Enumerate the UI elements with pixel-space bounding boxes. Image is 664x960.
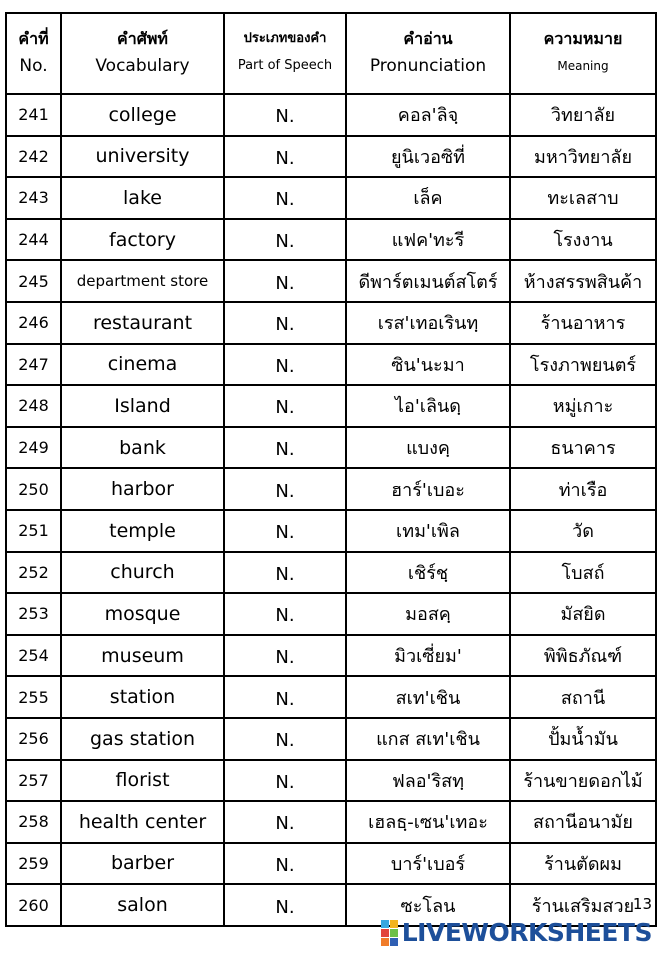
part-of-speech: N. <box>224 385 346 427</box>
header-part-of-speech <box>224 13 346 94</box>
pronunciation: ยูนิเวอซิที่ <box>346 136 510 178</box>
header-no <box>6 13 61 94</box>
meaning: ห้างสรรพสินค้า <box>510 260 656 302</box>
table-row <box>6 385 656 427</box>
meaning: พิพิธภัณฑ์ <box>510 635 656 677</box>
row-number: 243 <box>6 177 61 219</box>
vocabulary-word: health center <box>61 801 224 843</box>
row-number: 250 <box>6 468 61 510</box>
part-of-speech: N. <box>224 260 346 302</box>
part-of-speech: N. <box>224 635 346 677</box>
vocabulary-word: harbor <box>61 468 224 510</box>
vocabulary-word: mosque <box>61 593 224 635</box>
meaning: ปั้มน้ำมัน <box>510 718 656 760</box>
pronunciation: ไอ'เลินดฺ <box>346 385 510 427</box>
part-of-speech: N. <box>224 177 346 219</box>
meaning: ร้านขายดอกไม้ <box>510 760 656 802</box>
logo-square <box>381 929 389 937</box>
meaning: โบสถ์ <box>510 552 656 594</box>
row-number: 251 <box>6 510 61 552</box>
vocabulary-word: Island <box>61 385 224 427</box>
table-row <box>6 136 656 178</box>
pronunciation: ซะโลน <box>346 884 510 926</box>
vocabulary-word: lake <box>61 177 224 219</box>
row-number: 256 <box>6 718 61 760</box>
part-of-speech: N. <box>224 884 346 926</box>
table-row <box>6 552 656 594</box>
part-of-speech: N. <box>224 302 346 344</box>
part-of-speech: N. <box>224 136 346 178</box>
row-number: 245 <box>6 260 61 302</box>
meaning: วิทยาลัย <box>510 94 656 136</box>
header-pronunciation-thai: คำอ่าน <box>403 28 453 48</box>
table-row <box>6 94 656 136</box>
header-no-english: No. <box>19 55 48 76</box>
pronunciation: สเท'เชิน <box>346 676 510 718</box>
pronunciation: บาร์'เบอร์ <box>346 843 510 885</box>
table-row <box>6 676 656 718</box>
logo-square <box>390 938 398 946</box>
meaning: วัด <box>510 510 656 552</box>
pronunciation: แฟค'ทะรี <box>346 219 510 261</box>
pronunciation: แบงคฺ <box>346 427 510 469</box>
pronunciation: มอสคฺ <box>346 593 510 635</box>
part-of-speech: N. <box>224 593 346 635</box>
vocabulary-word: church <box>61 552 224 594</box>
meaning: มหาวิทยาลัย <box>510 136 656 178</box>
logo-square <box>381 938 389 946</box>
row-number: 246 <box>6 302 61 344</box>
vocabulary-table <box>5 12 657 927</box>
table-row <box>6 760 656 802</box>
part-of-speech: N. <box>224 510 346 552</box>
part-of-speech: N. <box>224 760 346 802</box>
row-number: 257 <box>6 760 61 802</box>
table-row <box>6 468 656 510</box>
part-of-speech: N. <box>224 94 346 136</box>
table-row <box>6 635 656 677</box>
pronunciation: เทม'เพิล <box>346 510 510 552</box>
row-number: 254 <box>6 635 61 677</box>
row-number: 259 <box>6 843 61 885</box>
header-vocabulary <box>61 13 224 94</box>
pronunciation: เชิร์ชฺ <box>346 552 510 594</box>
logo-square <box>381 920 389 928</box>
header-no-thai: คำที่ <box>18 28 49 48</box>
part-of-speech: N. <box>224 552 346 594</box>
part-of-speech: N. <box>224 219 346 261</box>
header-vocabulary-english: Vocabulary <box>95 55 190 76</box>
row-number: 255 <box>6 676 61 718</box>
pronunciation: เรส'เทอเรินทฺ <box>346 302 510 344</box>
meaning: ท่าเรือ <box>510 468 656 510</box>
vocabulary-word: university <box>61 136 224 178</box>
vocabulary-word: factory <box>61 219 224 261</box>
row-number: 253 <box>6 593 61 635</box>
row-number: 247 <box>6 344 61 386</box>
table-row <box>6 427 656 469</box>
pronunciation: เล็ค <box>346 177 510 219</box>
vocabulary-word: college <box>61 94 224 136</box>
meaning: ร้านอาหาร <box>510 302 656 344</box>
header-part-of-speech-english: Part of Speech <box>237 57 333 73</box>
vocabulary-word: florist <box>61 760 224 802</box>
meaning: โรงงาน <box>510 219 656 261</box>
liveworksheets-logo-icon <box>381 920 398 946</box>
table-row <box>6 302 656 344</box>
vocabulary-word: cinema <box>61 344 224 386</box>
logo-square <box>390 920 398 928</box>
meaning: มัสยิด <box>510 593 656 635</box>
header-meaning-english: Meaning <box>557 58 609 73</box>
row-number: 252 <box>6 552 61 594</box>
row-number: 242 <box>6 136 61 178</box>
header-meaning <box>510 13 656 94</box>
vocabulary-word: museum <box>61 635 224 677</box>
part-of-speech: N. <box>224 468 346 510</box>
vocabulary-word: department store <box>61 260 224 302</box>
brand-logo <box>381 918 652 947</box>
table-row <box>6 219 656 261</box>
meaning: หมู่เกาะ <box>510 385 656 427</box>
pronunciation: มิวเซี่ยม' <box>346 635 510 677</box>
header-pronunciation <box>346 13 510 94</box>
meaning: ร้านเสริมสวย <box>510 884 656 926</box>
table-row <box>6 510 656 552</box>
pronunciation: ฮาร์'เบอะ <box>346 468 510 510</box>
part-of-speech: N. <box>224 801 346 843</box>
pronunciation: ดีพาร์ตเมนต์สโตร์ <box>346 260 510 302</box>
pronunciation: ซิน'นะมา <box>346 344 510 386</box>
part-of-speech: N. <box>224 344 346 386</box>
part-of-speech: N. <box>224 427 346 469</box>
brand-name: LIVEWORKSHEETS <box>401 918 652 947</box>
pronunciation: ฟลอ'ริสทฺ <box>346 760 510 802</box>
meaning: ธนาคาร <box>510 427 656 469</box>
meaning: ร้านตัดผม <box>510 843 656 885</box>
table-row <box>6 344 656 386</box>
meaning: โรงภาพยนตร์ <box>510 344 656 386</box>
row-number: 260 <box>6 884 61 926</box>
header-pronunciation-english: Pronunciation <box>369 55 487 76</box>
page-number: 13 <box>632 895 652 913</box>
row-number: 249 <box>6 427 61 469</box>
logo-square <box>390 929 398 937</box>
meaning: สถานี <box>510 676 656 718</box>
header-part-of-speech-thai: ประเภทของคำ <box>243 30 327 46</box>
header-row <box>6 13 656 94</box>
row-number: 244 <box>6 219 61 261</box>
vocabulary-word: restaurant <box>61 302 224 344</box>
vocabulary-word: temple <box>61 510 224 552</box>
table-row <box>6 177 656 219</box>
part-of-speech: N. <box>224 718 346 760</box>
row-number: 248 <box>6 385 61 427</box>
pronunciation: คอล'ลิจฺ <box>346 94 510 136</box>
header-vocabulary-thai: คำศัพท์ <box>117 28 168 48</box>
vocabulary-word: salon <box>61 884 224 926</box>
pronunciation: แกส สเท'เชิน <box>346 718 510 760</box>
vocabulary-body <box>6 94 656 926</box>
part-of-speech: N. <box>224 843 346 885</box>
vocabulary-word: gas station <box>61 718 224 760</box>
table-row <box>6 843 656 885</box>
meaning: ทะเลสาบ <box>510 177 656 219</box>
vocabulary-word: station <box>61 676 224 718</box>
vocabulary-word: bank <box>61 427 224 469</box>
row-number: 258 <box>6 801 61 843</box>
row-number: 241 <box>6 94 61 136</box>
table-row <box>6 801 656 843</box>
table-row <box>6 593 656 635</box>
meaning: สถานีอนามัย <box>510 801 656 843</box>
part-of-speech: N. <box>224 676 346 718</box>
table-row <box>6 718 656 760</box>
pronunciation: เฮลธฺ-เซน'เทอะ <box>346 801 510 843</box>
header-meaning-thai: ความหมาย <box>543 28 623 48</box>
vocabulary-word: barber <box>61 843 224 885</box>
table-row <box>6 260 656 302</box>
